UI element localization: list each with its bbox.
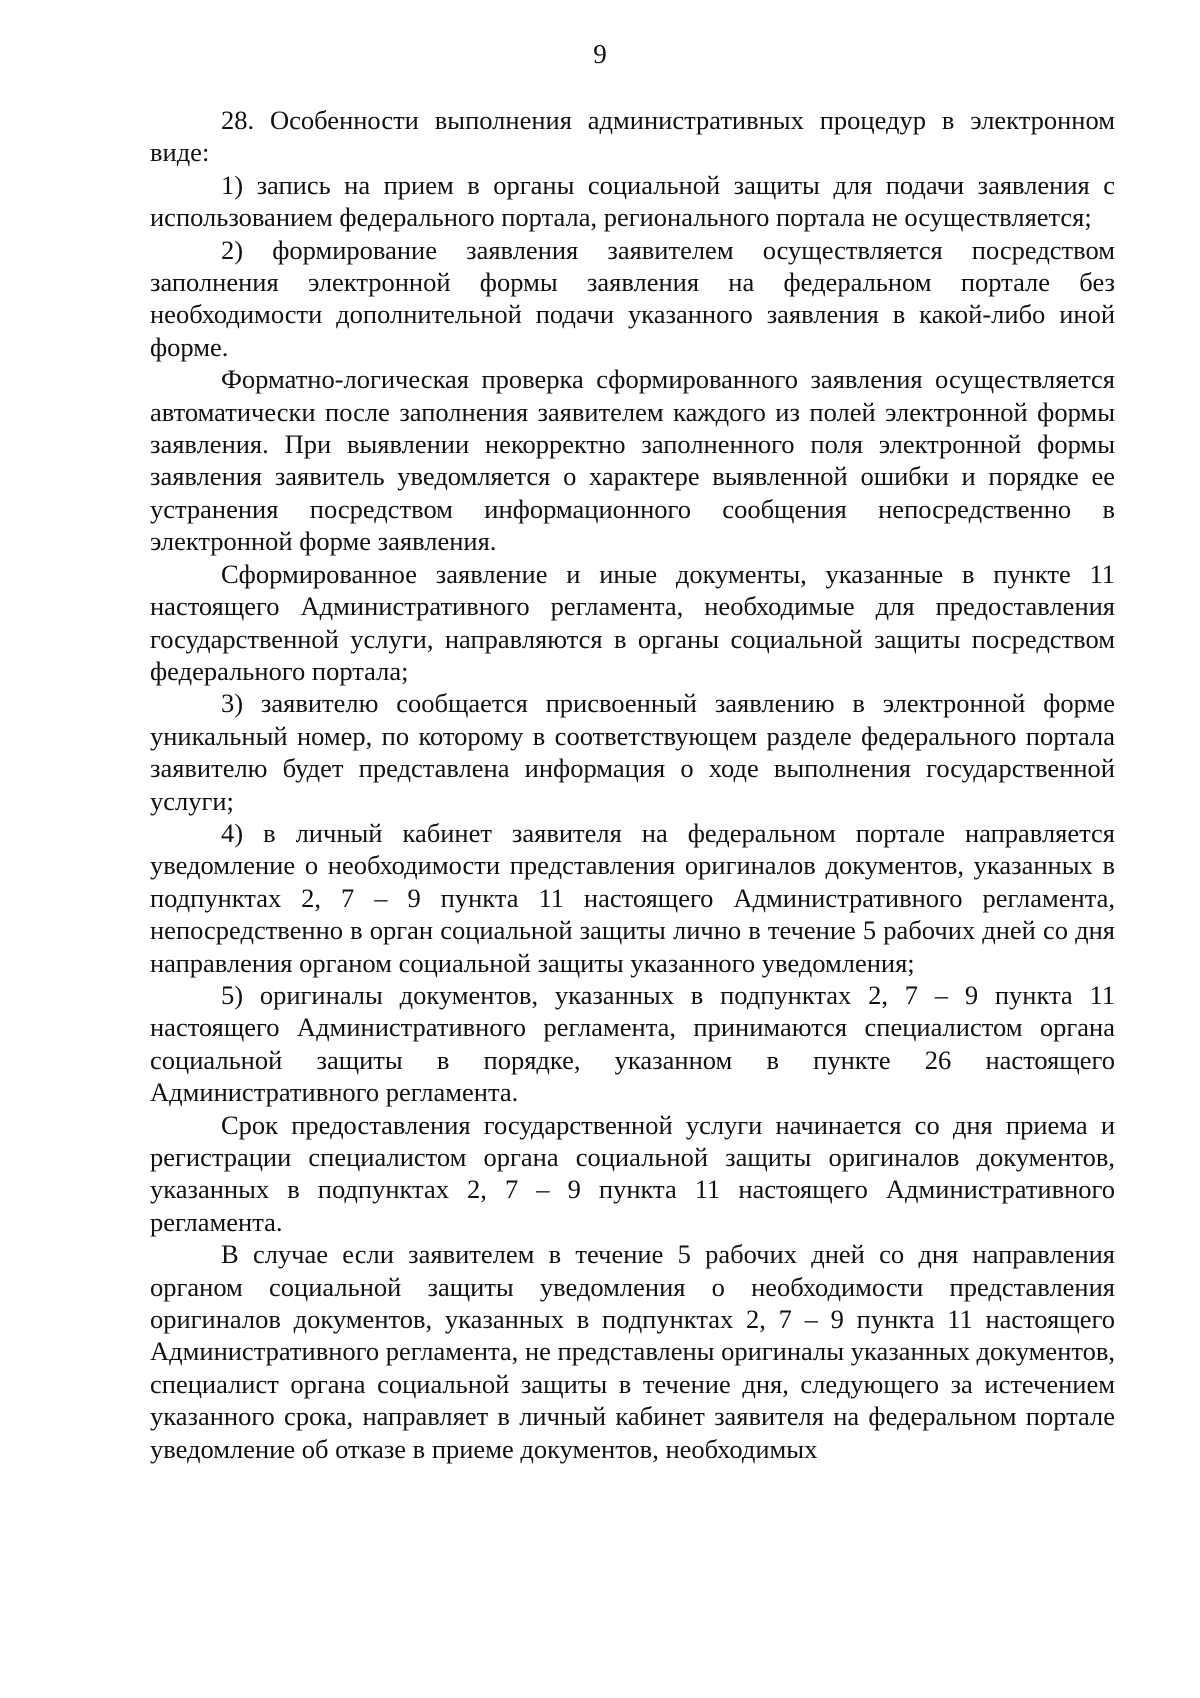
document-body	[150, 104, 1115, 1465]
paragraph-subitem-1: 1) запись на прием в органы социальной защиты для подачи заявления с использованием федерального портала, регионального портала не осуществляется;	[150, 169, 1115, 233]
paragraph-subitem-3: 3) заявителю сообщается присвоенный заявлению в электронной форме уникальный номер, по которому в соответствующем разделе федерального портала заявителю будет представлена информация о ходе выполнения государственной услуги;	[150, 688, 1115, 816]
page-number: 9	[593, 39, 607, 69]
paragraph-subitem-4: 4) в личный кабинет заявителя на федеральном портале направляется уведомление о необходимости представления оригиналов документов, указанных в подпунктах 2, 7 – 9 пункта 11 настоящего Административного регламента, непосредственно в орган социальной защиты лично в течение 5 рабочих дней со дня направления органом социальной защиты указанного уведомления;	[150, 817, 1115, 978]
paragraph-refusal-case: В случае если заявителем в течение 5 рабочих дней со дня направления органом социальной защиты уведомления о необходимости представления оригиналов документов, указанных в подпунктах 2, 7 – 9 пункта 11 настоящего Административного регламента, не представлены оригиналы указанных документов, специалист органа социальной защиты в течение дня, следующего за истечением указанного срока, направляет в личный кабинет заявителя на федеральном портале уведомление об отказе в приеме документов, необходимых	[150, 1239, 1115, 1464]
paragraph-subitem-5: 5) оригиналы документов, указанных в подпунктах 2, 7 – 9 пункта 11 настоящего Административного регламента, принимаются специалистом органа социальной защиты в порядке, указанном в пункте 26 настоящего Административного регламента.	[150, 979, 1115, 1108]
paragraph-subitem-2: 2) формирование заявления заявителем осуществляется посредством заполнения электронной формы заявления на федеральном портале без необходимости дополнительной подачи указанного заявления в какой-либо иной форме.	[150, 234, 1115, 362]
paragraph-submission: Сформированное заявление и иные документы, указанные в пункте 11 настоящего Административного регламента, необходимые для предоставления государственной услуги, направляются в органы социальной защиты посредством федерального портала;	[150, 558, 1115, 686]
paragraph-format-check: Форматно-логическая проверка сформированного заявления осуществляется автоматически после заполнения заявителем каждого из полей электронной формы заявления. При выявлении некорректно заполненного поля электронной формы заявления заявитель уведомляется о характере выявленной ошибки и порядке ее устранения посредством информационного сообщения непосредственно в электронной форме заявления.	[150, 364, 1115, 557]
paragraph-service-term: Срок предоставления государственной услуги начинается со дня приема и регистрации специалистом органа социальной защиты оригиналов документов, указанных в подпунктах 2, 7 – 9 пункта 11 настоящего Административного регламента.	[150, 1109, 1115, 1237]
paragraph-item-28-heading: 28. Особенности выполнения административных процедур в электронном виде:	[150, 105, 1115, 168]
